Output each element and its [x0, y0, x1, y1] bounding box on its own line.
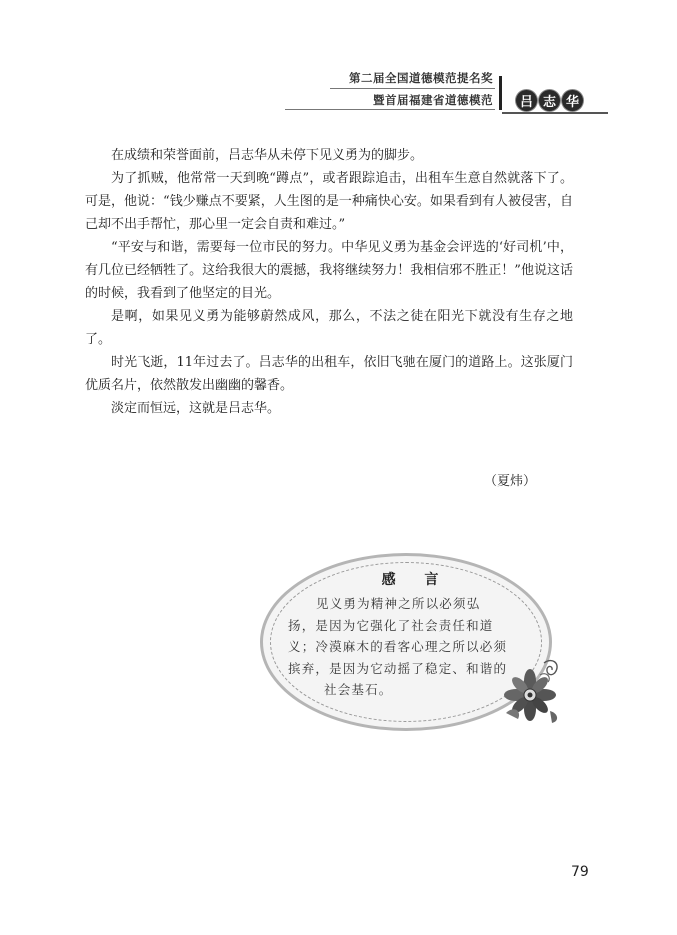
reflection-line: 见义勇为精神之所以必须弘: [316, 596, 481, 611]
paragraph: 淡定而恒远，这就是吕志华。: [111, 401, 281, 416]
reflection-line: 摈弃，是因为它动摇了稳定、和谐的: [288, 660, 508, 676]
author-credit: （夏炜）: [484, 474, 537, 489]
name-char-2: 志: [539, 90, 560, 111]
article-body: [85, 144, 573, 420]
paragraph: 为了抓贼，他常常一天到晚“蹲点”，或者跟踪追击，出租车生意自然就落下了。可是，他说：“钱少赚点不要紧，人生图的是一种痛快心安。如果看到有人被侵害，自己却不出手帮忙，那心里一定会自责和难过。”: [85, 171, 573, 232]
reflection-line: 扬，是因为它强化了社会责任和道: [288, 617, 494, 633]
reflection-line: 义；冷漠麻木的看客心理之所以必须: [288, 639, 508, 654]
reflection-text: [288, 593, 534, 701]
person-name-badge: [516, 90, 583, 111]
name-char-1: 吕: [516, 90, 537, 111]
paragraph: “平安与和谐，需要每一位市民的努力。中华见义勇为基金会评选的‘好司机’中，有几位已经牺牲了。这给我很大的震撼，我将继续努力！我相信邪不胜正！”他说这话的时候，我看到了他坚定的目光。: [85, 240, 573, 301]
page-number: 79: [571, 864, 589, 880]
award-title-line1: 第二届全国道德模范提名奖: [349, 71, 493, 85]
name-char-3: 华: [562, 90, 583, 111]
paragraph: 在成绩和荣誉面前，吕志华从未停下见义勇为的脚步。: [111, 148, 424, 163]
header-divider-bar: [499, 76, 502, 110]
reflection-line: 社会基石。: [324, 682, 393, 697]
flower-decoration-icon: [500, 655, 562, 725]
header-rule-top: [330, 88, 495, 89]
header-name-underline: [502, 112, 608, 114]
header-rule-bottom: [285, 109, 495, 110]
paragraph: 是啊，如果见义勇为能够蔚然成风，那么，不法之徒在阳光下就没有生存之地了。: [85, 309, 573, 347]
award-title-line2: 暨首届福建省道德模范: [373, 93, 493, 107]
paragraph: 时光飞逝，11年过去了。吕志华的出租车，依旧飞驰在厦门的道路上。这张厦门优质名片，依然散发出幽幽的馨香。: [85, 355, 573, 393]
reflection-title: 感 言: [381, 572, 451, 588]
